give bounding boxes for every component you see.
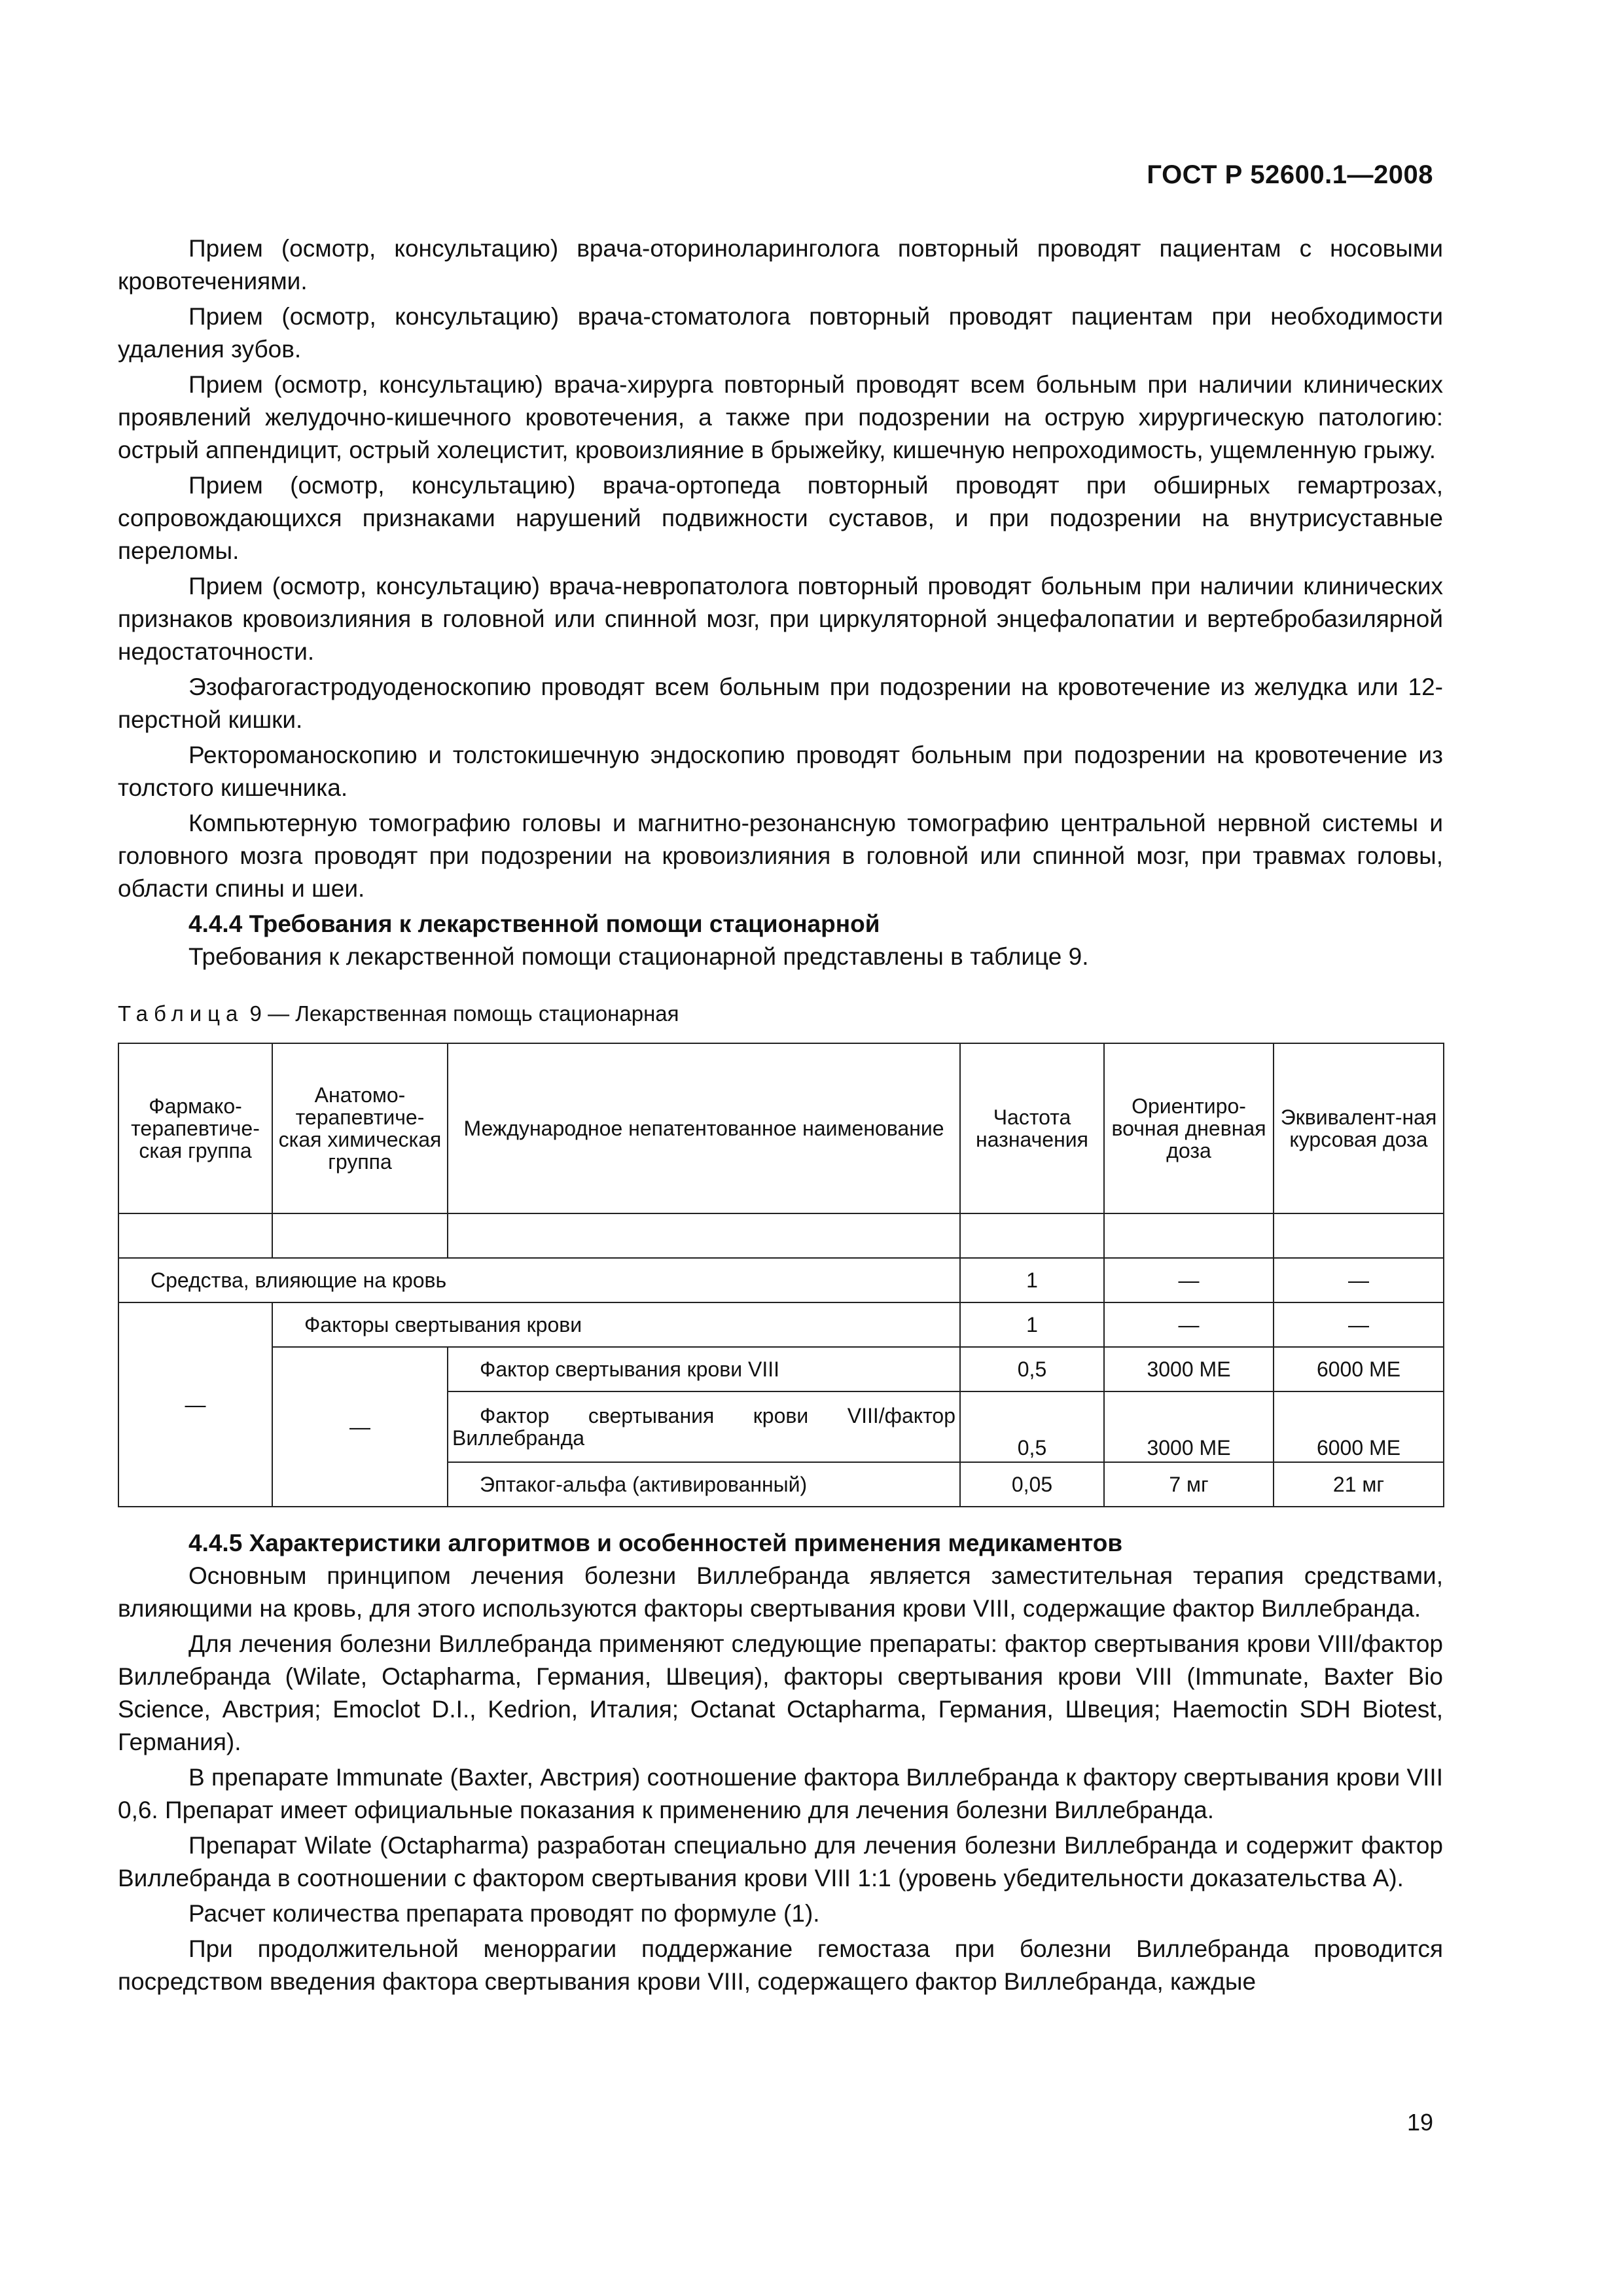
paragraph: Препарат Wilate (Octapharma) разработан специально для лечения болезни Виллебранда и содержит фактор Виллебранда в соотношении с фактором свертывания крови VIII 1:1 (уровень убедительности доказательства А).	[118, 1832, 1443, 1892]
medication-table	[118, 1043, 1444, 1507]
paragraph: Требования к лекарственной помощи стационарной представлены в таблице 9.	[188, 943, 1089, 970]
col-header-daily-dose: Ориентиро-вочная дневная доза	[1104, 1043, 1274, 1213]
frequency-cell: 1	[960, 1302, 1104, 1347]
group-label: Средства, влияющие на кровь	[118, 1258, 960, 1302]
course-dose-cell: 21 мг	[1274, 1462, 1444, 1507]
inn-cell	[448, 1391, 960, 1462]
inn-line-2: Виллебранда	[452, 1426, 585, 1450]
daily-dose-cell: 3000 МЕ	[1104, 1347, 1274, 1391]
inn-cell: Фактор свертывания крови VIII	[448, 1347, 960, 1391]
page-content	[118, 232, 1443, 2001]
document-standard-id: ГОСТ Р 52600.1—2008	[1147, 160, 1433, 189]
course-dose-cell: 6000 МЕ	[1274, 1347, 1444, 1391]
col-header-pharm-group: Фармако-терапевтиче-ская группа	[118, 1043, 272, 1213]
frequency-cell: 0,5	[960, 1391, 1104, 1462]
paragraph: Ректороманоскопию и толстокишечную эндоскопию проводят больным при подозрении на кровотечение из толстого кишечника.	[118, 742, 1443, 801]
daily-dose-cell: —	[1104, 1302, 1274, 1347]
paragraph: Прием (осмотр, консультацию) врача-хирурга повторный проводят всем больным при наличии клинических проявлений желудочно-кишечного кровотечения, а также при подозрении на острую хирургическую патологию: острый аппендицит, острый холецистит, кровоизлияние в брыжейку, кишечную непроходимость, ущемленную грыжу.	[118, 371, 1443, 463]
paragraph: Для лечения болезни Виллебранда применяют следующие препараты: фактор свертывания крови VIII/фактор Виллебранда (Wilate, Octapharma, Германия, Швеция), факторы свертывания крови VIII (Immunate, Baxter Bio Science, Австрия; Emoclot D.I., Kedrion, Италия; Octanat Octapharma, Германия, Швеция; Haemoctin SDH Biotest, Германия).	[118, 1630, 1443, 1755]
page-number: 19	[1406, 2109, 1433, 2136]
paragraph: Компьютерную томографию головы и магнитно-резонансную томографию центральной нервной системы и головного мозга проводят при подозрении на кровоизлияния в головной или спинной мозг, при травмах головы, области спины и шеи.	[118, 810, 1443, 902]
table-row	[118, 1258, 1444, 1302]
col-header-inn: Международное непатентованное наименование	[448, 1043, 960, 1213]
daily-dose-cell: 3000 МЕ	[1104, 1391, 1274, 1462]
inn-cell: Эптаког-альфа (активированный)	[448, 1462, 960, 1507]
col-header-atc-group: Анатомо-терапевтиче-ская химическая группа	[272, 1043, 448, 1213]
frequency-cell: 0,5	[960, 1347, 1104, 1391]
section-heading-4-4-4: 4.4.4 Требования к лекарственной помощи стационарной	[188, 910, 880, 937]
course-dose-cell: 6000 МЕ	[1274, 1391, 1444, 1462]
paragraph: Прием (осмотр, консультацию) врача-невропатолога повторный проводят больным при наличии клинических признаков кровоизлияния в головной или спинной мозг, при циркуляторной энцефалопатии и вертебробазилярной недостаточности.	[118, 573, 1443, 665]
col-header-course-dose: Эквивалент-ная курсовая доза	[1274, 1043, 1444, 1213]
section-heading-4-4-5: 4.4.5 Характеристики алгоритмов и особенностей применения медикаментов	[188, 1530, 1123, 1556]
atc-group-cell: —	[272, 1347, 448, 1507]
frequency-cell: 0,05	[960, 1462, 1104, 1507]
table-caption	[118, 999, 1443, 1028]
course-dose-cell: —	[1274, 1258, 1444, 1302]
paragraph: При продолжительной меноррагии поддержание гемостаза при болезни Виллебранда проводится посредством введения фактора свертывания крови VIII, содержащего фактор Виллебранда, каждые	[118, 1935, 1443, 1995]
paragraph: В препарате Immunate (Baxter, Австрия) соотношение фактора Виллебранда к фактору свертывания крови VIII 0,6. Препарат имеет официальные показания к применению для лечения болезни Виллебранда.	[118, 1764, 1443, 1823]
daily-dose-cell: 7 мг	[1104, 1462, 1274, 1507]
inn-line-1: Фактор свертывания крови VIII/фактор	[480, 1404, 955, 1427]
table-row	[118, 1302, 1444, 1347]
paragraph: Основным принципом лечения болезни Виллебранда является заместительная терапия средствами, влияющими на кровь, для этого используются факторы свертывания крови VIII, содержащие фактор Виллебранда.	[118, 1562, 1443, 1622]
paragraph: Прием (осмотр, консультацию) врача-оториноларинголога повторный проводят пациентам с носовыми кровотечениями.	[118, 235, 1443, 295]
pharm-group-cell: —	[118, 1302, 272, 1507]
course-dose-cell: —	[1274, 1302, 1444, 1347]
frequency-cell: 1	[960, 1258, 1104, 1302]
col-header-frequency: Частота назначения	[960, 1043, 1104, 1213]
daily-dose-cell: —	[1104, 1258, 1274, 1302]
table-caption-title: 9 — Лекарственная помощь стационарная	[243, 1001, 679, 1026]
table-row	[118, 1347, 1444, 1391]
paragraph: Прием (осмотр, консультацию) врача-ортопеда повторный проводят при обширных гемартрозах, сопровождающихся признаками нарушений подвижности суставов, и при подозрении на внутрисуставные переломы.	[118, 472, 1443, 564]
table-caption-prefix: Таблица	[118, 1001, 244, 1026]
paragraph: Прием (осмотр, консультацию) врача-стоматолога повторный проводят пациентам при необходимости удаления зубов.	[118, 303, 1443, 363]
paragraph: Расчет количества препарата проводят по формуле (1).	[188, 1900, 820, 1927]
table-header-row	[118, 1043, 1444, 1213]
paragraph: Эзофагогастродуоденоскопию проводят всем больным при подозрении на кровотечение из желудка или 12-перстной кишки.	[118, 673, 1443, 733]
subgroup-label: Факторы свертывания крови	[272, 1302, 960, 1347]
table-spacer-row	[118, 1213, 1444, 1258]
